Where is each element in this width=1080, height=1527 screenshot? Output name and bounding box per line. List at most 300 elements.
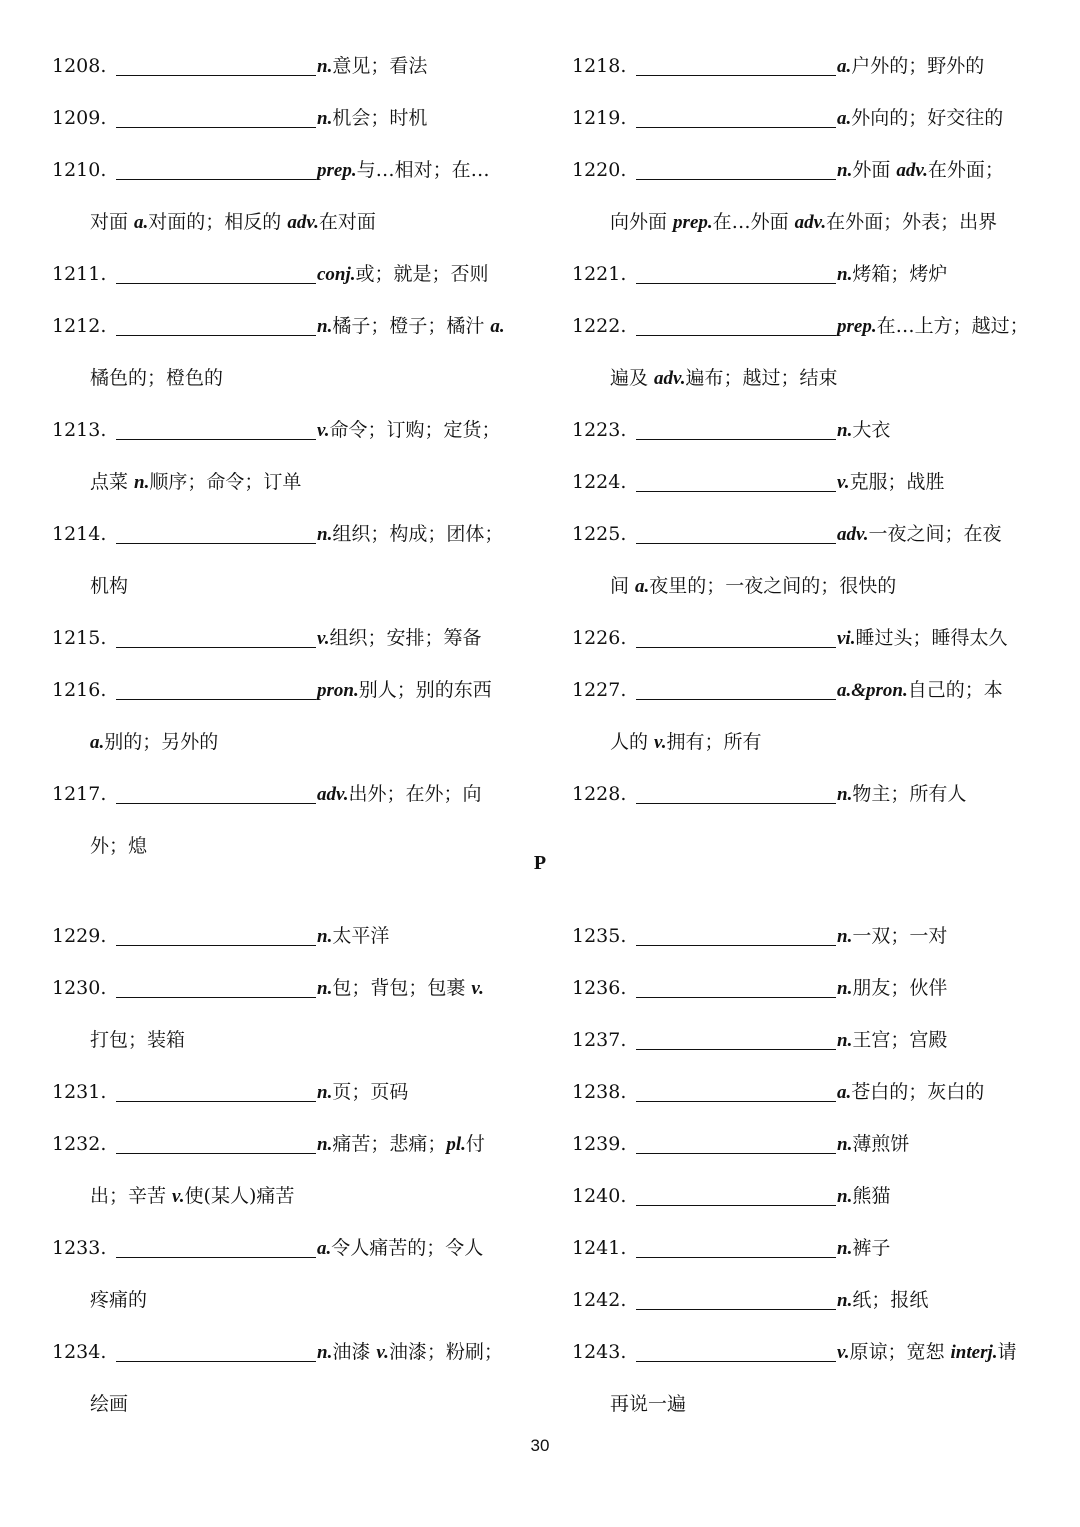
part-of-speech: prep. [837, 316, 877, 337]
answer-blank[interactable] [116, 261, 316, 284]
answer-blank[interactable] [636, 625, 836, 648]
part-of-speech: n. [837, 784, 853, 805]
definition-text: 物主；所有人 [852, 783, 967, 805]
part-of-speech: n. [837, 420, 853, 441]
definition [837, 456, 945, 509]
definition [317, 910, 389, 963]
answer-blank[interactable] [116, 625, 316, 648]
entry-number: 1216. [52, 679, 107, 701]
section-letter: P [533, 852, 547, 874]
entry-line [572, 456, 1042, 508]
answer-blank[interactable] [116, 417, 316, 440]
part-of-speech: adv. [896, 160, 928, 181]
answer-blank[interactable] [636, 1027, 836, 1050]
definition-text: 油漆；粉刷； [388, 1341, 503, 1363]
part-of-speech: v. [837, 1342, 850, 1363]
definition-text: 太平洋 [332, 925, 390, 947]
definition [837, 962, 947, 1015]
definition-text: 意见；看法 [332, 55, 428, 77]
part-of-speech: a. [317, 1238, 332, 1259]
definition-text: 出外；在外；向 [348, 783, 482, 805]
definition-text: 橘色的；橙色的 [90, 367, 224, 389]
definition-continuation [52, 1378, 522, 1430]
vocab-entry [572, 612, 1042, 664]
definition-text: 别人；别的东西 [358, 679, 492, 701]
vocab-entry [52, 1326, 522, 1430]
definition-text: 在外面；外表；出界 [826, 211, 998, 233]
definition-text: 朋友；伙伴 [852, 977, 948, 999]
definition-text: 一夜之间；在夜 [868, 523, 1002, 545]
definition-text: 遍及 [610, 367, 655, 389]
definition [317, 1066, 408, 1119]
definition-text: 再说一遍 [610, 1393, 687, 1415]
definition-continuation [52, 1170, 522, 1222]
entry-line [572, 1118, 1042, 1170]
definition-text: 与…相对；在… [356, 159, 490, 181]
entry-line [52, 1066, 522, 1118]
definition-text: 间 [610, 575, 636, 597]
definition-text: 自己的；本 [907, 679, 1003, 701]
definition-text: 橘子；橙子；橘汁 [332, 315, 491, 337]
definition [317, 612, 482, 665]
vocab-entry [52, 1066, 522, 1118]
definition-text: 拥有；所有 [666, 731, 762, 753]
part-of-speech: n. [317, 1082, 333, 1103]
definition-text: 在对面 [318, 211, 376, 233]
definition-continuation [572, 716, 1042, 768]
definition-text: 夜里的；一夜之间的；很快的 [649, 575, 897, 597]
definition-text: 在外面； [927, 159, 1004, 181]
vocab-entry [52, 40, 522, 92]
entry-number: 1212. [52, 315, 107, 337]
part-of-speech: v. [317, 420, 330, 441]
definition-text: 机会；时机 [332, 107, 428, 129]
definition-text: 在…上方；越过； [876, 315, 1029, 337]
vocab-entry [572, 300, 1042, 404]
vocab-entry [572, 248, 1042, 300]
definition-continuation [572, 560, 1042, 612]
upper-right-column [572, 40, 1042, 820]
answer-blank[interactable] [116, 105, 316, 128]
definition-text: 睡过头；睡得太久 [855, 627, 1008, 649]
definition-continuation [52, 560, 522, 612]
definition-text: 绘画 [90, 1393, 129, 1415]
vocab-entry [572, 144, 1042, 248]
definition [837, 40, 984, 93]
definition [317, 92, 427, 145]
part-of-speech: interj. [950, 1342, 998, 1363]
definition-text: 打包；装箱 [90, 1029, 186, 1051]
part-of-speech: n. [837, 1290, 853, 1311]
entry-number: 1241. [572, 1237, 627, 1259]
definition [317, 664, 492, 717]
definition [837, 92, 1003, 145]
definition-text: 在…外面 [712, 211, 795, 233]
entry-number: 1240. [572, 1185, 627, 1207]
part-of-speech: adv. [794, 212, 827, 233]
entry-number: 1235. [572, 925, 627, 947]
answer-blank[interactable] [116, 677, 316, 700]
part-of-speech: a. [837, 56, 852, 77]
vocab-entry [572, 1014, 1042, 1066]
entry-line [572, 404, 1042, 456]
part-of-speech: a. [90, 732, 105, 753]
entry-line [52, 962, 522, 1014]
entry-line [572, 1326, 1042, 1378]
part-of-speech: n. [317, 108, 333, 129]
answer-blank[interactable] [636, 313, 836, 336]
part-of-speech: n. [837, 160, 853, 181]
entry-line [572, 1014, 1042, 1066]
entry-number: 1214. [52, 523, 107, 545]
answer-blank[interactable] [636, 469, 836, 492]
lower-left-column [52, 910, 522, 1430]
entry-number: 1229. [52, 925, 107, 947]
answer-blank[interactable] [116, 1131, 316, 1154]
answer-blank[interactable] [636, 781, 836, 804]
entry-number: 1224. [572, 471, 627, 493]
part-of-speech: n. [837, 926, 853, 947]
definition [317, 1118, 485, 1171]
answer-blank[interactable] [636, 677, 836, 700]
part-of-speech: n. [134, 472, 150, 493]
vocab-entry [52, 300, 522, 404]
answer-blank[interactable] [116, 1079, 316, 1102]
vocab-entry [572, 910, 1042, 962]
entry-line [52, 144, 522, 196]
definition [317, 1326, 503, 1379]
definition-text: 纸；报纸 [852, 1289, 929, 1311]
part-of-speech: n. [317, 524, 333, 545]
vocab-entry [52, 404, 522, 508]
entry-number: 1243. [572, 1341, 627, 1363]
definition [317, 1222, 483, 1275]
entry-number: 1234. [52, 1341, 107, 1363]
definition-text: 组织；安排；筹备 [329, 627, 482, 649]
vocab-entry [52, 248, 522, 300]
entry-number: 1208. [52, 55, 107, 77]
definition [837, 1222, 890, 1275]
definition-text: 克服；战胜 [849, 471, 945, 493]
definition-text: 痛苦；悲痛； [332, 1133, 447, 1155]
part-of-speech: n. [317, 1342, 333, 1363]
vocab-entry [572, 404, 1042, 456]
vocab-entry [52, 1118, 522, 1222]
part-of-speech: v. [654, 732, 667, 753]
part-of-speech: a. [837, 1082, 852, 1103]
entry-line [52, 910, 522, 962]
part-of-speech: n. [317, 316, 333, 337]
answer-blank[interactable] [636, 923, 836, 946]
definition-text: 或；就是；否则 [355, 263, 489, 285]
entry-line [572, 144, 1042, 196]
entry-number: 1233. [52, 1237, 107, 1259]
entry-line [572, 248, 1042, 300]
part-of-speech: pron. [317, 680, 359, 701]
entry-line [52, 92, 522, 144]
answer-blank[interactable] [116, 781, 316, 804]
definition-continuation [52, 456, 522, 508]
part-of-speech: pl. [446, 1134, 466, 1155]
answer-blank[interactable] [116, 53, 316, 76]
definition-text: 油漆 [332, 1341, 377, 1363]
entry-line [572, 1222, 1042, 1274]
part-of-speech: prep. [673, 212, 713, 233]
vocab-entry [572, 1066, 1042, 1118]
entry-number: 1215. [52, 627, 107, 649]
part-of-speech: adv. [654, 368, 686, 389]
definition-text: 使(某人)痛苦 [184, 1185, 295, 1207]
part-of-speech: adv. [317, 784, 349, 805]
part-of-speech: conj. [317, 264, 356, 285]
vocab-entry [52, 962, 522, 1066]
definition-text: 人的 [610, 731, 655, 753]
definition-text: 对面的；相反的 [148, 211, 288, 233]
part-of-speech: v. [471, 978, 484, 999]
entry-number: 1220. [572, 159, 627, 181]
page-number: 30 [530, 1436, 550, 1455]
entry-number: 1238. [572, 1081, 627, 1103]
entry-number: 1227. [572, 679, 627, 701]
vocab-entry [572, 40, 1042, 92]
entry-number: 1237. [572, 1029, 627, 1051]
definition-text: 对面 [90, 211, 135, 233]
entry-number: 1239. [572, 1133, 627, 1155]
part-of-speech: a. [635, 576, 650, 597]
answer-blank[interactable] [636, 105, 836, 128]
part-of-speech: n. [837, 1030, 853, 1051]
answer-blank[interactable] [116, 1339, 316, 1362]
definition-text: 烤箱；烤炉 [852, 263, 948, 285]
entry-number: 1222. [572, 315, 627, 337]
vocab-entry [572, 92, 1042, 144]
entry-line [52, 404, 522, 456]
answer-blank[interactable] [636, 157, 836, 180]
part-of-speech: n. [317, 56, 333, 77]
entry-line [572, 1066, 1042, 1118]
definition [317, 300, 505, 353]
answer-blank[interactable] [116, 313, 316, 336]
answer-blank[interactable] [636, 1131, 836, 1154]
answer-blank[interactable] [636, 1079, 836, 1102]
part-of-speech: a. [490, 316, 505, 337]
answer-blank[interactable] [636, 1339, 836, 1362]
part-of-speech: n. [837, 1238, 853, 1259]
entry-line [572, 300, 1042, 352]
definition-text: 包；背包；包裹 [332, 977, 472, 999]
definition-text: 薄煎饼 [852, 1133, 910, 1155]
definition-text: 请 [997, 1341, 1017, 1363]
part-of-speech: vi. [837, 628, 856, 649]
definition-text: 页；页码 [332, 1081, 409, 1103]
definition-text: 点菜 [90, 471, 135, 493]
definition-text: 一双；一对 [852, 925, 948, 947]
definition-text: 裤子 [852, 1237, 891, 1259]
answer-blank[interactable] [116, 975, 316, 998]
part-of-speech: n. [837, 264, 853, 285]
definition [317, 508, 503, 561]
definition [317, 144, 490, 197]
definition [837, 612, 1007, 665]
definition [837, 300, 1029, 353]
part-of-speech: n. [317, 1134, 333, 1155]
definition-text: 组织；构成；团体； [332, 523, 504, 545]
answer-blank[interactable] [636, 1287, 836, 1310]
definition-continuation [52, 352, 522, 404]
entry-number: 1221. [572, 263, 627, 285]
definition [837, 664, 1003, 717]
part-of-speech: adv. [287, 212, 319, 233]
part-of-speech: n. [317, 978, 333, 999]
definition [837, 768, 966, 821]
part-of-speech: adv. [837, 524, 869, 545]
definition [837, 144, 1004, 197]
entry-line [572, 768, 1042, 820]
definition-text: 苍白的；灰白的 [851, 1081, 985, 1103]
definition [837, 508, 1002, 561]
entry-number: 1219. [572, 107, 627, 129]
vocab-entry [572, 1170, 1042, 1222]
entry-line [52, 664, 522, 716]
definition-continuation [572, 1378, 1042, 1430]
definition-text: 大衣 [852, 419, 891, 441]
entry-number: 1232. [52, 1133, 107, 1155]
answer-blank[interactable] [636, 1235, 836, 1258]
entry-number: 1211. [52, 263, 107, 285]
definition-continuation [572, 196, 1042, 248]
part-of-speech: prep. [317, 160, 357, 181]
vocab-entry [52, 508, 522, 612]
definition-text: 户外的；野外的 [851, 55, 985, 77]
entry-line [572, 1274, 1042, 1326]
answer-blank[interactable] [116, 923, 316, 946]
entry-line [52, 40, 522, 92]
definition [317, 768, 482, 821]
definition-continuation [52, 1274, 522, 1326]
part-of-speech: n. [317, 926, 333, 947]
answer-blank[interactable] [636, 521, 836, 544]
vocab-entry [572, 768, 1042, 820]
definition [837, 248, 947, 301]
entry-line [52, 768, 522, 820]
entry-number: 1209. [52, 107, 107, 129]
entry-line [572, 92, 1042, 144]
entry-line [572, 508, 1042, 560]
lower-right-column [572, 910, 1042, 1430]
vocab-entry [572, 1326, 1042, 1430]
upper-left-column [52, 40, 522, 872]
answer-blank[interactable] [636, 53, 836, 76]
definition-continuation [52, 196, 522, 248]
definition-text: 遍布；越过；结束 [685, 367, 838, 389]
answer-blank[interactable] [636, 417, 836, 440]
part-of-speech: v. [376, 1342, 389, 1363]
entry-line [572, 910, 1042, 962]
definition-text: 别的；另外的 [104, 731, 219, 753]
part-of-speech: v. [837, 472, 850, 493]
definition-text: 机构 [90, 575, 129, 597]
entry-number: 1225. [572, 523, 627, 545]
definition [317, 404, 501, 457]
entry-line [52, 248, 522, 300]
definition-text: 付 [465, 1133, 485, 1155]
part-of-speech: a. [837, 108, 852, 129]
vocab-entry [52, 612, 522, 664]
part-of-speech: a. [134, 212, 149, 233]
definition-text: 令人痛苦的；令人 [331, 1237, 484, 1259]
vocab-entry [52, 144, 522, 248]
definition-text: 疼痛的 [90, 1289, 148, 1311]
definition [317, 248, 489, 301]
definition [837, 910, 947, 963]
entry-line [52, 1118, 522, 1170]
entry-line [52, 508, 522, 560]
entry-number: 1223. [572, 419, 627, 441]
definition-text: 外向的；好交往的 [851, 107, 1004, 129]
entry-line [572, 664, 1042, 716]
entry-line [572, 1170, 1042, 1222]
vocab-entry [572, 1118, 1042, 1170]
part-of-speech: n. [837, 978, 853, 999]
vocab-entry [572, 1274, 1042, 1326]
part-of-speech: n. [837, 1186, 853, 1207]
definition [837, 1066, 984, 1119]
vocab-entry [52, 1222, 522, 1326]
entry-line [572, 612, 1042, 664]
answer-blank[interactable] [636, 261, 836, 284]
vocab-entry [52, 664, 522, 768]
entry-number: 1228. [572, 783, 627, 805]
entry-number: 1217. [52, 783, 107, 805]
answer-blank[interactable] [636, 1183, 836, 1206]
definition [837, 1014, 947, 1067]
vocab-entry [572, 508, 1042, 612]
entry-number: 1242. [572, 1289, 627, 1311]
definition-continuation [572, 352, 1042, 404]
definition-text: 外面 [852, 159, 897, 181]
entry-number: 1231. [52, 1081, 107, 1103]
part-of-speech: v. [172, 1186, 185, 1207]
part-of-speech: v. [317, 628, 330, 649]
answer-blank[interactable] [116, 521, 316, 544]
definition [837, 404, 890, 457]
entry-line [52, 300, 522, 352]
definition-text: 原谅；宽恕 [849, 1341, 951, 1363]
vocab-entry [572, 1222, 1042, 1274]
answer-blank[interactable] [116, 157, 316, 180]
definition [317, 40, 427, 93]
definition-continuation [52, 1014, 522, 1066]
entry-line [52, 1222, 522, 1274]
answer-blank[interactable] [636, 975, 836, 998]
definition [837, 1326, 1017, 1379]
definition-text: 向外面 [610, 211, 674, 233]
entry-line [572, 40, 1042, 92]
definition [837, 1118, 909, 1171]
definition-text: 顺序；命令；订单 [149, 471, 302, 493]
entry-number: 1236. [572, 977, 627, 999]
entry-number: 1230. [52, 977, 107, 999]
vocab-entry [572, 456, 1042, 508]
entry-number: 1226. [572, 627, 627, 649]
part-of-speech: a.&pron. [837, 680, 908, 701]
entry-number: 1218. [572, 55, 627, 77]
entry-number: 1210. [52, 159, 107, 181]
definition-continuation [52, 716, 522, 768]
answer-blank[interactable] [116, 1235, 316, 1258]
vocab-entry [572, 962, 1042, 1014]
definition [837, 1170, 890, 1223]
